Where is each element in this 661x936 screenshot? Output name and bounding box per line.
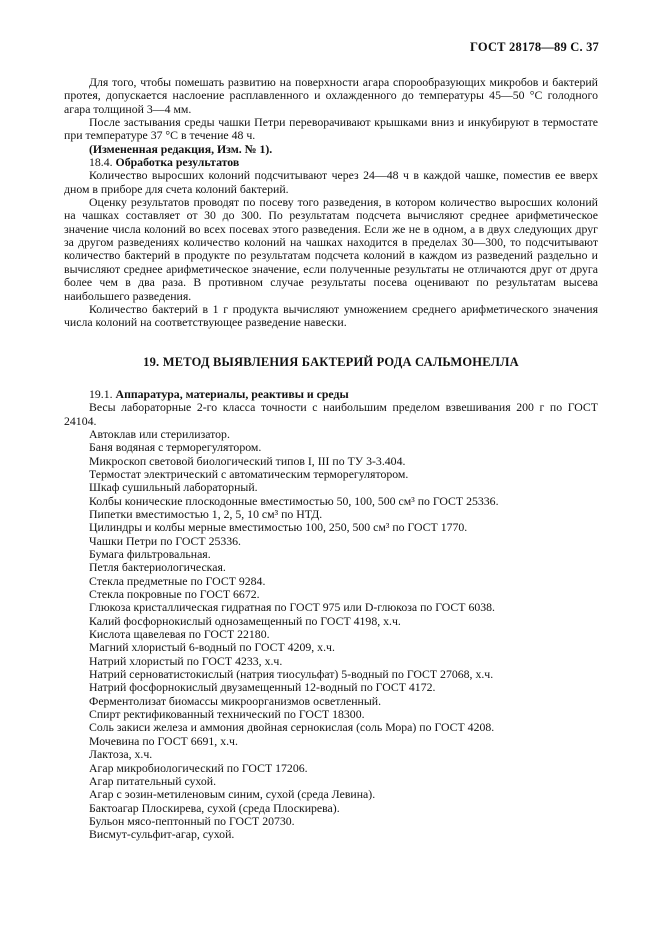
document-body (64, 76, 598, 842)
edition-note: (Измененная редакция, Изм. № 1). (89, 141, 273, 156)
list-item: Агар питательный сухой. (89, 773, 217, 788)
subsection-18-4-number: 18.4. (89, 155, 113, 170)
list-item: Термостат электрический с автоматическим терморегулятором. (89, 466, 409, 481)
list-item: Чашки Петри по ГОСТ 25336. (89, 533, 242, 548)
list-item: Микроскоп световой биологический типов I, III по ТУ 3-3.404. (89, 453, 406, 468)
list-item: Магний хлористый 6-водный по ГОСТ 4209, х.ч. (89, 640, 335, 655)
paragraph-result-evaluation: Оценку результатов проводят по посеву того разведения, в котором количество выросших колоний на чашках составляет от 30 до 300. По результатам подсчета вычисляют среднее арифметическое значение числа колоний во всех посевах этого разведения. Если же не в одном, а в двух следующих друг за другом разведениях количество колоний на чашках находится в пределах 30—300, то подсчитывают количество бактерий в продукте по результатам подсчета колоний в каждом из разведений раздельно и вычисляют среднее арифметическое значение, если полученные результаты не отличаются друг от друга более чем в два раза. В противном случае результаты посева оценивают по результатам высева наибольшего разведения. (64, 195, 598, 303)
list-item: Агар с эозин-метиленовым синим, сухой (среда Левина). (89, 787, 376, 802)
subsection-18-4-title: Обработка результатов (115, 155, 240, 170)
list-item: Цилиндры и колбы мерные вместимостью 100, 250, 500 см³ по ГОСТ 1770. (89, 520, 468, 535)
subsection-19-1-heading (64, 388, 598, 401)
list-item: Натрий фосфорнокислый двузамещенный 12-водный по ГОСТ 4172. (89, 680, 436, 695)
list-item: Петля бактериологическая. (89, 560, 226, 575)
list-item: Агар микробиологический по ГОСТ 17206. (89, 760, 308, 775)
list-item: Натрий хлористый по ГОСТ 4233, х.ч. (89, 653, 283, 668)
list-item: Колбы конические плоскодонные вместимостью 50, 100, 500 см³ по ГОСТ 25336. (89, 493, 499, 508)
list-item: Пипетки вместимостью 1, 2, 5, 10 см³ по НТД. (89, 506, 323, 521)
list-item: Автоклав или стерилизатор. (89, 426, 230, 441)
list-item: Бактоагар Плоскирева, сухой (среда Плоскирева). (89, 800, 340, 815)
paragraph-scales: Весы лабораторные 2-го класса точности с наибольшим пределом взвешивания 200 г по ГОСТ 24104. (64, 400, 598, 428)
list-item: Шкаф сушильный лабораторный. (89, 480, 258, 495)
list-item: Стекла покровные по ГОСТ 6672. (89, 587, 260, 602)
list-item: Бульон мясо-пептонный по ГОСТ 20730. (89, 813, 295, 828)
list-item: Баня водяная с терморегулятором. (89, 440, 262, 455)
list-item: Глюкоза кристаллическая гидратная по ГОСТ 975 или D-глюкоза по ГОСТ 6038. (89, 600, 496, 615)
list-item: Натрий серноватистокислый (натрия тиосульфат) 5-водный по ГОСТ 27068, х.ч. (89, 667, 494, 682)
paragraph-colony-count: Количество выросших колоний подсчитывают через 24—48 ч в каждой чашке, поместив ее вверх дном в приборе для счета колоний бактерий. (64, 168, 598, 196)
list-item: Лактоза, х.ч. (89, 747, 153, 762)
list-item: Кислота щавелевая по ГОСТ 22180. (89, 627, 270, 642)
subsection-19-1-title: Аппаратура, материалы, реактивы и среды (115, 386, 349, 401)
subsection-19-1-number: 19.1. (89, 386, 113, 401)
list-item: Мочевина по ГОСТ 6691, х.ч. (89, 733, 238, 748)
list-item: Ферментолизат биомассы микроорганизмов осветленный. (89, 693, 382, 708)
list-item: Бумага фильтровальная. (89, 547, 211, 561)
section-19-title: 19. МЕТОД ВЫЯВЛЕНИЯ БАКТЕРИЙ РОДА САЛЬМОНЕЛЛА (143, 354, 519, 369)
list-item: Калий фосфорнокислый однозамещенный по ГОСТ 4198, х.ч. (89, 613, 401, 628)
page-header: ГОСТ 28178—89 С. 37 (470, 40, 599, 54)
paragraph-incubation: После застывания среды чашки Петри переворачивают крышками вниз и инкубируют в термостате при температуре 37 °С в течение 48 ч. (64, 115, 598, 143)
paragraph-agar-overlay: Для того, чтобы помешать развитию на поверхности агара спорообразующих микробов и бактерий протея, допускается наслоение расплавленного и охлажденного до температуры 45—50 °С голодного агара толщиной 3—4 мм. (64, 75, 598, 116)
list-item: Соль закиси железа и аммония двойная сернокислая (соль Мора) по ГОСТ 4208. (89, 720, 495, 735)
list-item: Спирт ректификованный технический по ГОСТ 18300. (89, 707, 365, 722)
subsection-18-4-heading (64, 156, 598, 169)
list-item: Висмут-сульфит-агар, сухой. (89, 827, 235, 842)
paragraph-bacteria-calculation: Количество бактерий в 1 г продукта вычисляют умножением среднего арифметического значения числа колоний на соответствующее разведение навески. (64, 301, 598, 330)
list-item: Стекла предметные по ГОСТ 9284. (89, 573, 266, 588)
equipment-list (64, 428, 598, 842)
